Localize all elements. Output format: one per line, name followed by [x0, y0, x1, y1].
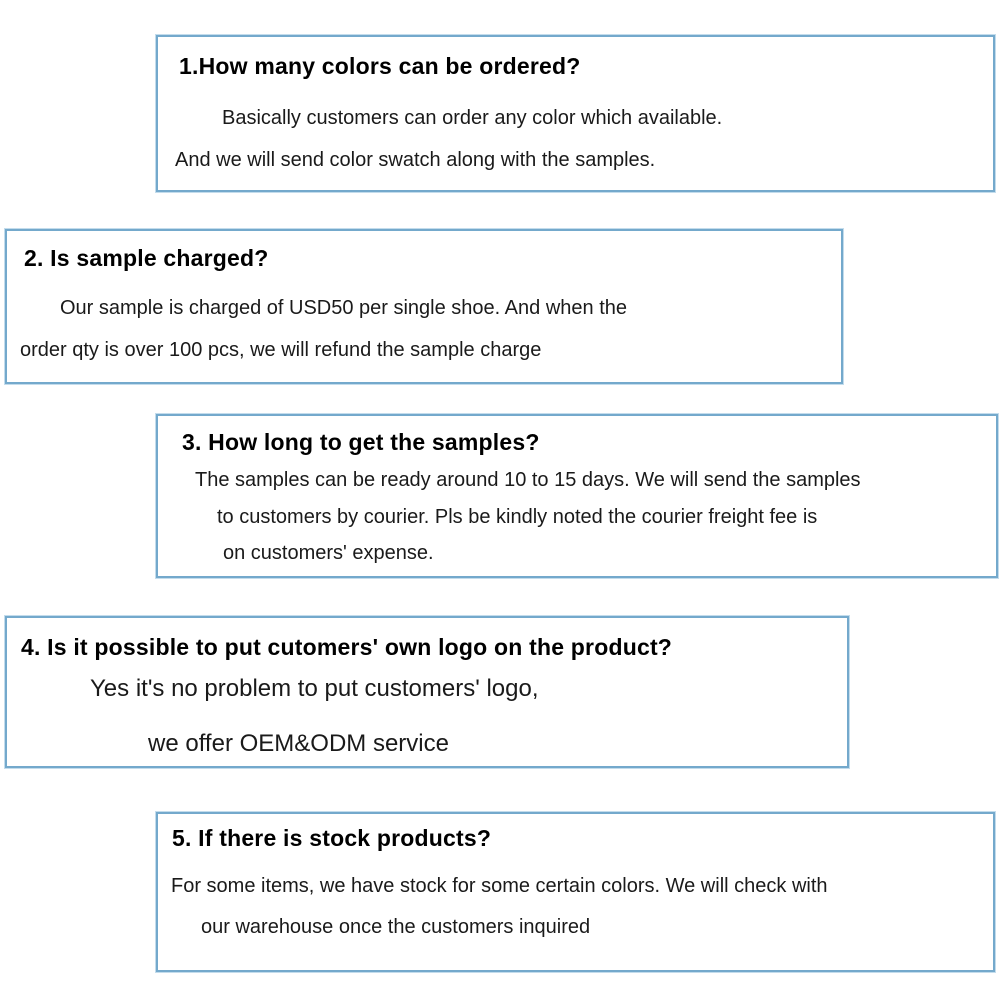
faq-answer-2-line-2: order qty is over 100 pcs, we will refund the sample charge [20, 338, 542, 361]
faq-question-2: 2. Is sample charged? [24, 245, 269, 271]
faq-answer-4-line-2: we offer OEM&ODM service [148, 730, 449, 758]
faq-answer-3-line-3: on customers' expense. [223, 541, 434, 564]
faq-question-3: 3. How long to get the samples? [182, 429, 540, 455]
faq-question-5: 5. If there is stock products? [172, 825, 492, 851]
faq-answer-3-line-2: to customers by courier. Pls be kindly noted the courier freight fee is [217, 505, 818, 528]
faq-box-5 [156, 812, 995, 972]
faq-answer-3-line-1: The samples can be ready around 10 to 15 days. We will send the samples [195, 468, 861, 491]
faq-box-3 [156, 414, 998, 578]
faq-answer-5-line-2: our warehouse once the customers inquired [201, 915, 591, 938]
faq-answer-2-line-1: Our sample is charged of USD50 per single shoe. And when the [60, 296, 627, 319]
faq-answer-4-line-1: Yes it's no problem to put customers' logo, [90, 674, 539, 702]
faq-box-1 [156, 35, 995, 192]
faq-answer-5-line-1: For some items, we have stock for some certain colors. We will check with [171, 874, 828, 897]
faq-question-1: 1.How many colors can be ordered? [179, 53, 581, 79]
faq-answer-1-line-2: And we will send color swatch along with the samples. [175, 148, 656, 171]
faq-question-4: 4. Is it possible to put cutomers' own logo on the product? [21, 634, 673, 660]
faq-box-2 [5, 229, 843, 384]
faq-answer-1-line-1: Basically customers can order any color which available. [222, 106, 723, 129]
faq-box-4 [5, 616, 849, 768]
